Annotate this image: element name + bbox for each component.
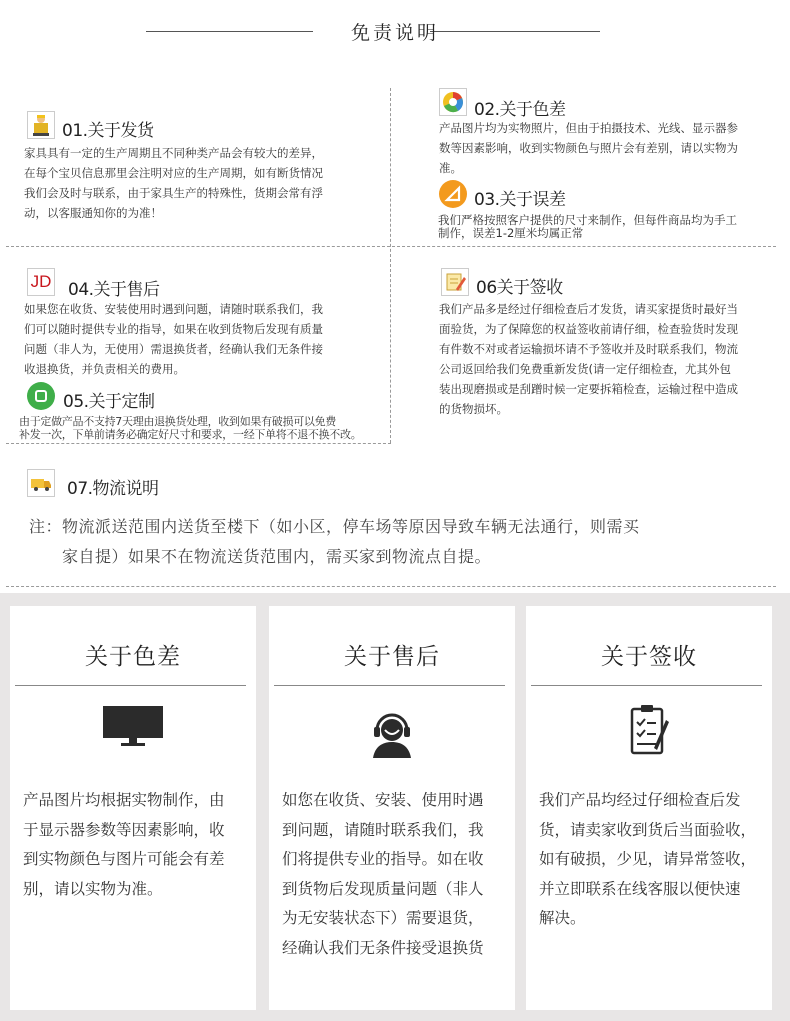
grid-divider-row1 (6, 246, 776, 247)
text-line: 我们产品均经过仔细检查后发 (539, 791, 741, 809)
text-line: 于显示器参数等因素影响，收 (23, 820, 225, 839)
delivery-worker-icon (27, 111, 55, 139)
custom-order-icon (27, 382, 55, 410)
card-color-diff (10, 606, 256, 1010)
text-line: 有件数不对或者运输损坏请不予签收并及时联系我们，物流 (439, 342, 738, 356)
card-sign (526, 606, 772, 1010)
text-line: 如果您在收货、安装使用时遇到问题，请随时联系我们，我 (24, 302, 323, 316)
section-title-color-diff: 02.关于色差 (474, 100, 566, 120)
clipboard-check-icon (628, 704, 670, 760)
text-line: 面验货，为了保障您的权益签收前请仔细，检查验货时发现 (439, 322, 738, 336)
card-divider (15, 685, 246, 686)
card-body (282, 786, 508, 963)
text-line: 解决。 (539, 909, 586, 927)
headset-support-icon (369, 710, 415, 762)
grid-divider-row2 (6, 443, 391, 444)
text-line: 们将提供专业的指导。如在收 (282, 850, 484, 868)
text-line: 公司返回给我们免费重新发货(请一定仔细检查，尤其外包 (439, 362, 731, 376)
text-line: 货，请卖家收到货后当面验收， (539, 820, 757, 839)
text-line: 家具具有一定的生产周期且不同种类产品会有较大的差异， (24, 146, 323, 160)
text-line: 收退换货，并负责相关的费用。 (24, 362, 185, 376)
text-line: 到问题，请随时联系我们，我 (282, 820, 484, 839)
color-wheel-icon (439, 88, 467, 116)
page-title: 免责说明 (350, 22, 439, 44)
text-line: 动，以客服通知你的为准！ (24, 206, 162, 220)
text-line: 我们产品多是经过仔细检查后才发货，请买家提货时最好当 (439, 302, 738, 316)
section-title-custom: 05.关于定制 (63, 392, 155, 412)
card-after-sales (269, 606, 515, 1010)
card-title: 关于签收 (601, 644, 697, 670)
card-body (539, 786, 765, 934)
section-body-shipping (24, 143, 364, 223)
card-divider (274, 685, 505, 686)
text-line: 准。 (439, 161, 462, 175)
monitor-icon (101, 704, 165, 752)
text-line: 家自提）如果不在物流送货范围内，需买家到物流点自提。 (62, 547, 492, 566)
text-line: 们可以随时提供专业的指导，如果在收到货物后发现有质量 (24, 322, 323, 336)
text-line: 并立即联系在线客服以便快速 (539, 879, 741, 898)
card-title: 关于色差 (85, 644, 181, 670)
grid-divider-row3 (6, 586, 776, 587)
text-line: 装出现磨损或是刮蹭时候一定要拆箱检查，运输过程中造成 (439, 382, 738, 396)
text-line: 补发一次，下单前请务必确定好尺寸和要求，一经下单将不退不换不改。 (19, 428, 362, 441)
text-line: 我们会及时与联系，由于家具生产的特殊性，货期会常有浮 (24, 186, 323, 200)
text-line: 别，请以实物为准。 (23, 879, 163, 898)
text-line: 如您在收货、安装、使用时遇 (282, 791, 484, 809)
text-line: 经确认我们无条件接受退换货 (282, 938, 484, 957)
text-line: 产品图片均根据实物制作，由 (23, 791, 225, 809)
text-line: 数等因素影响，收到实物颜色与照片会有差别，请以实物为 (439, 141, 738, 155)
text-line: 到实物颜色与图片可能会有差 (23, 850, 225, 868)
text-line: 制作，误差1-2厘米均属正常 (438, 226, 584, 240)
section-title-after-sales: 04.关于售后 (68, 280, 160, 300)
section-body-custom (19, 415, 391, 441)
section-body-after-sales (24, 299, 364, 379)
section-title-shipping: 01.关于发货 (62, 121, 154, 141)
text-line: 注：物流派送范围内送货至楼下（如小区，停车场等原因导致车辆无法通行，则需买 (29, 517, 640, 536)
grid-divider-vertical (390, 88, 391, 443)
text-line: 为无安装状态下）需要退货， (282, 909, 484, 927)
jd-logo-text: JD (30, 272, 52, 291)
section-body-tolerance (438, 214, 768, 240)
text-line: 如有破损，少见，请异常签收， (539, 850, 757, 868)
text-line: 的货物损坏。 (439, 402, 508, 416)
text-line: 在每个宝贝信息那里会注明对应的生产周期，如有断货情况 (24, 166, 323, 180)
section-title-tolerance: 03.关于误差 (474, 190, 566, 210)
section-title-logistics: 07.物流说明 (67, 479, 159, 499)
truck-icon (27, 469, 55, 497)
text-line: 我们严格按照客户提供的尺寸来制作，但每件商品均为手工 (438, 213, 737, 227)
section-body-logistics (29, 512, 729, 572)
card-body (23, 786, 249, 904)
pen-note-icon (441, 268, 469, 296)
section-body-color-diff (439, 118, 769, 178)
section-title-sign: 06关于签收 (476, 278, 563, 298)
section-body-sign (439, 299, 769, 419)
ruler-triangle-icon (439, 180, 467, 208)
text-line: 问题（非人为，无使用）需退换货者，经确认我们无条件接 (24, 342, 323, 356)
card-divider (531, 685, 762, 686)
jd-logo-icon (27, 268, 55, 296)
text-line: 到货物后发现质量问题（非人 (282, 879, 484, 898)
text-line: 产品图片均为实物照片，但由于拍摄技术、光线、显示器参 (439, 121, 738, 135)
card-title: 关于售后 (344, 644, 440, 670)
text-line: 由于定做产品不支持7天理由退换货处理，收到如果有破损可以免费 (19, 415, 336, 428)
